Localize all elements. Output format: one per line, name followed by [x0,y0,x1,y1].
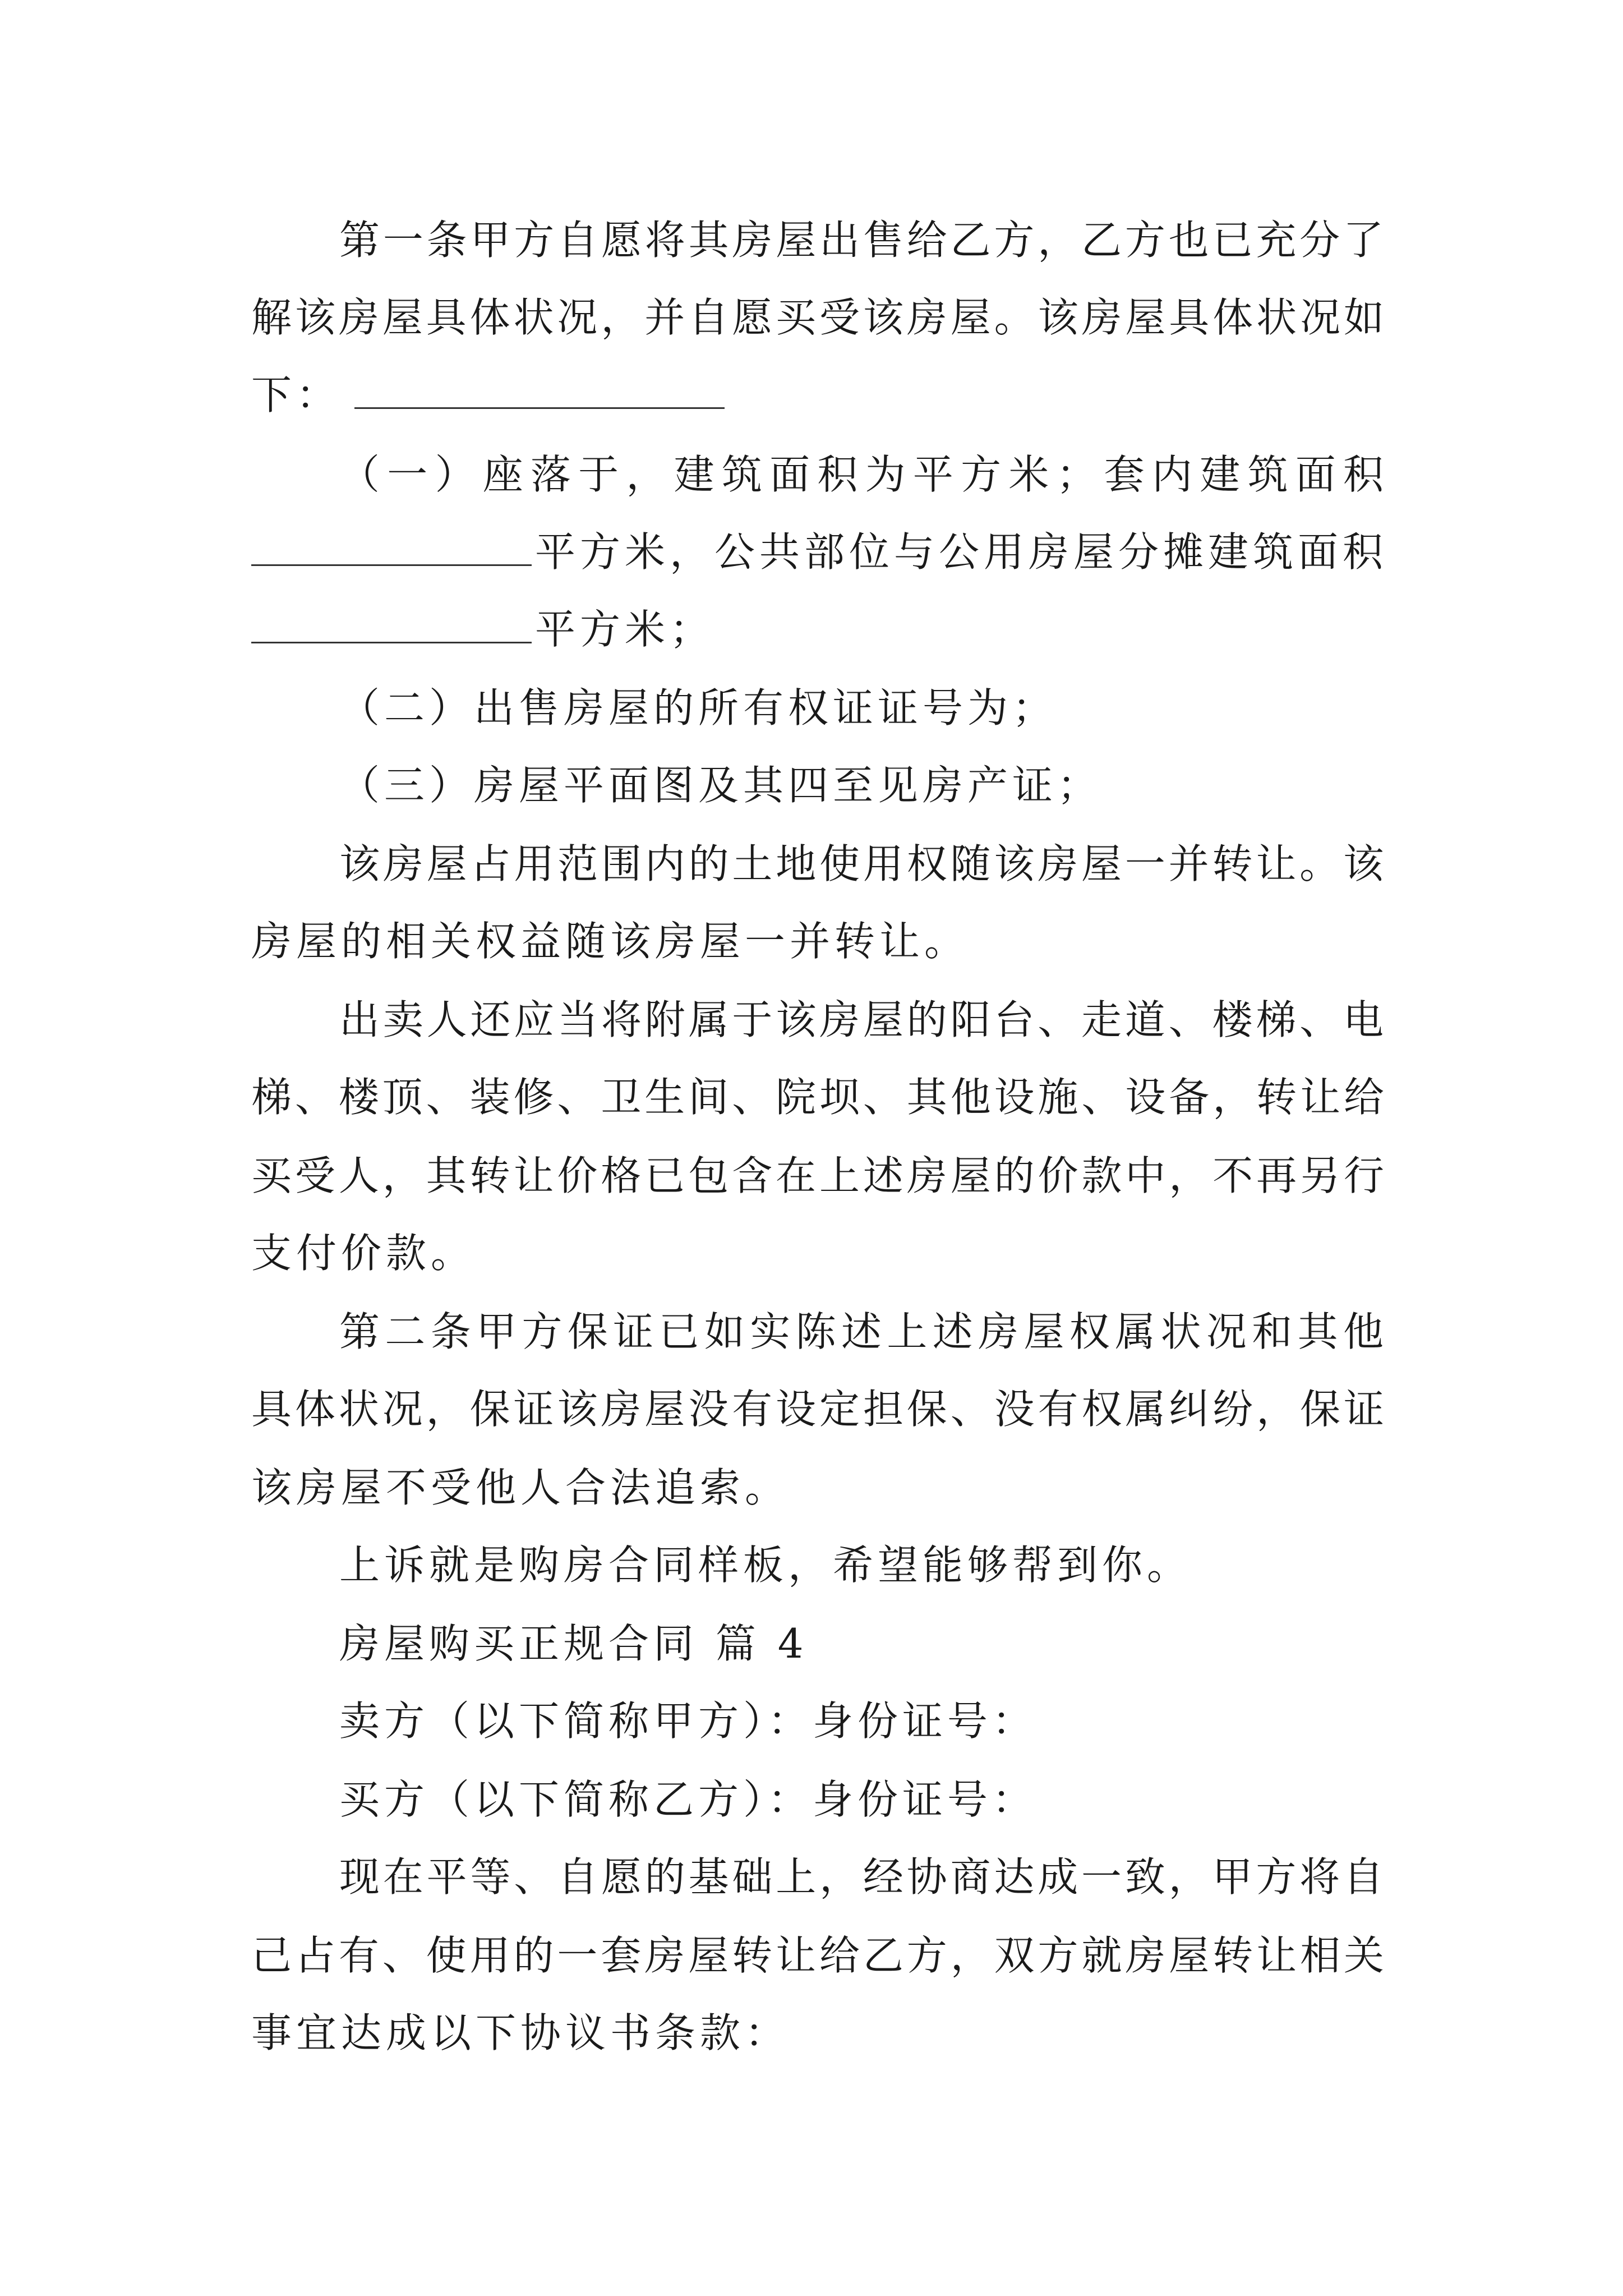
section-heading: 房屋购买正规合同 篇 4 [339,1620,808,1667]
paragraph-line: 卖方（以下简称甲方）：身份证号： [339,1697,1038,1745]
paragraph-line: 解该房屋具体状况，并自愿买受该房屋。该房屋具体状况如 [251,294,1384,341]
paragraph-line: 房屋的相关权益随该房屋一并转让。 [251,918,970,965]
fill-in-blank [251,531,532,566]
paragraph-line-with-blank [251,368,1384,422]
paragraph-line: 该房屋不受他人合法追索。 [251,1464,790,1511]
paragraph-line: 具体状况，保证该房屋没有设定担保、没有权属纠纷，保证 [251,1386,1384,1433]
paragraph-line: （二）出售房屋的所有权证证号为； [339,684,1058,731]
paragraph-line: 第一条甲方自愿将其房屋出售给乙方，乙方也已充分了 [339,217,1384,264]
paragraph-line: 现在平等、自愿的基础上，经协商达成一致，甲方将自 [339,1853,1384,1901]
paragraph-line: （三）房屋平面图及其四至见房产证； [339,762,1103,809]
paragraph-line: 事宜达成以下协议书条款： [251,2009,790,2056]
paragraph-line-with-blank [251,525,1388,579]
paragraph-line: 买方（以下简称乙方）：身份证号： [339,1776,1038,1823]
paragraph-line: 上诉就是购房合同样板，希望能够帮到你。 [339,1542,1192,1589]
paragraph-line: 该房屋占用范围内的土地使用权随该房屋一并转让。该 [339,840,1384,887]
paragraph-line: 支付价款。 [251,1230,476,1277]
paragraph-text: 下： [251,371,342,418]
paragraph-text: 平方米； [535,606,715,653]
fill-in-blank [251,608,532,643]
paragraph-line: 出卖人还应当将附属于该房屋的阳台、走道、楼梯、电 [339,996,1384,1043]
paragraph-line-with-blank [251,602,1384,656]
paragraph-line: （一）座落于，建筑面积为平方米；套内建筑面积 [339,451,1384,498]
fill-in-blank [354,374,725,409]
paragraph-line: 第二条甲方保证已如实陈述上述房屋权属状况和其他 [339,1308,1384,1355]
paragraph-line: 买受人，其转让价格已包含在上述房屋的价款中，不再另行 [251,1152,1384,1199]
paragraph-line: 己占有、使用的一套房屋转让给乙方，双方就房屋转让相关 [251,1932,1384,1979]
paragraph-text: 平方米，公共部位与公用房屋分摊建筑面积 [535,528,1388,576]
paragraph-line: 梯、楼顶、装修、卫生间、院坝、其他设施、设备，转让给 [251,1074,1384,1121]
